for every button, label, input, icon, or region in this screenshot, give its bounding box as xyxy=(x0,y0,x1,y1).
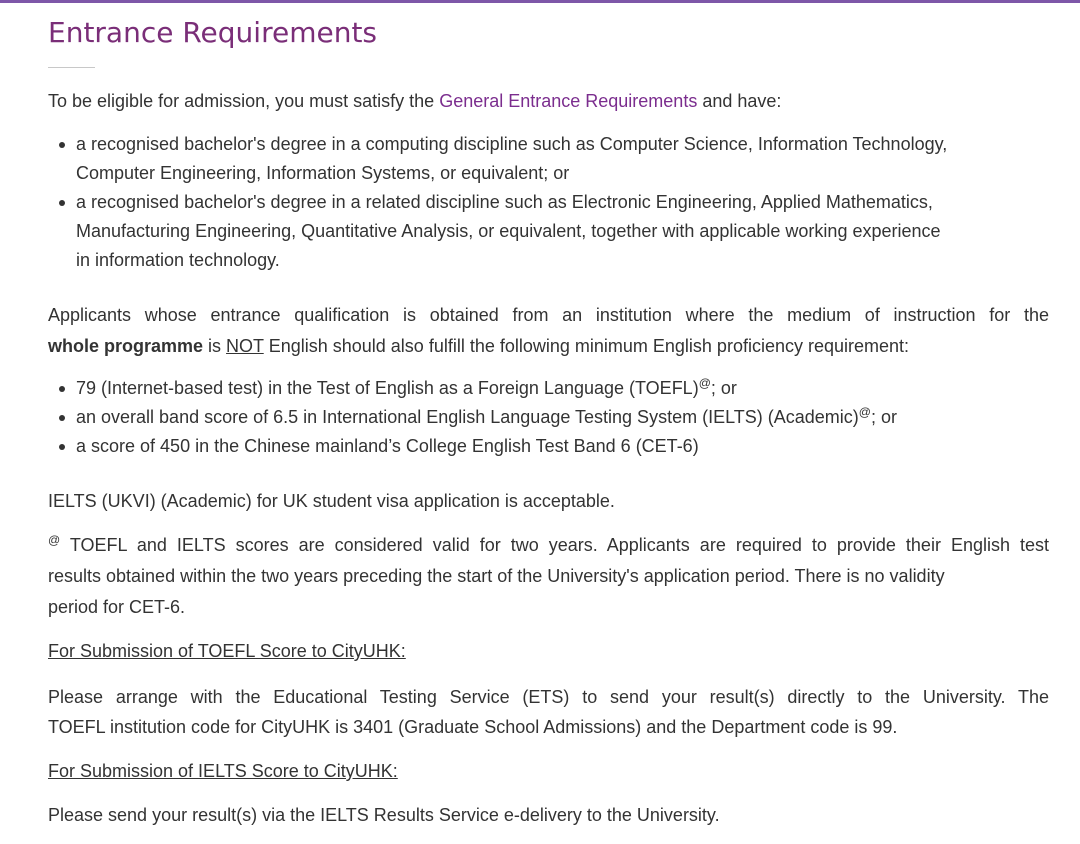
toefl-para-line-1: Please arrange with the Educational Testing Service (ETS) to send your result(s) directly to the University. The xyxy=(48,687,1049,707)
toefl-requirement-suffix: ; or xyxy=(710,378,737,398)
validity-line-1: TOEFL and IELTS scores are considered valid for two years. Applicants are required to provide their English test xyxy=(60,535,1049,555)
list-item xyxy=(48,374,1049,403)
validity-footnote-marker: @ xyxy=(48,533,61,547)
general-entrance-requirements-link[interactable]: General Entrance Requirements xyxy=(439,91,698,111)
ielts-footnote-marker: @ xyxy=(858,405,871,419)
toefl-submission-heading: For Submission of TOEFL Score to CityUHK: xyxy=(48,641,406,661)
intro-text-before: To be eligible for admission, you must satisfy the xyxy=(48,91,440,111)
list-item xyxy=(48,188,1049,275)
language-para-rest: English should also fulfill the following minimum English proficiency requirement: xyxy=(263,336,910,356)
language-para-line-1: Applicants whose entrance qualification is obtained from an institution where the medium of instruction for the xyxy=(48,305,1049,325)
title-divider xyxy=(48,67,95,68)
whole-programme-bold: whole programme xyxy=(48,336,204,356)
degree-item-2-line-1: a recognised bachelor's degree in a related discipline such as Electronic Engineering, Applied Mathematics, xyxy=(76,192,933,212)
toefl-para-line-2: TOEFL institution code for CityUHK is 3401 (Graduate School Admissions) and the Department code is 99. xyxy=(48,717,898,737)
degree-item-1-line-2: Computer Engineering, Information Systems, or equivalent; or xyxy=(76,163,570,183)
toefl-footnote-marker: @ xyxy=(698,376,711,390)
toefl-submission-paragraph xyxy=(48,682,1049,742)
ukvi-note: IELTS (UKVI) (Academic) for UK student visa application is acceptable. xyxy=(48,491,615,511)
degree-item-2-line-3: in information technology. xyxy=(76,250,280,270)
ielts-requirement-suffix: ; or xyxy=(870,407,897,427)
degree-item-1-line-1: a recognised bachelor's degree in a computing discipline such as Computer Science, Information Technology, xyxy=(76,134,948,154)
language-para-is: is xyxy=(203,336,227,356)
list-item xyxy=(48,403,1049,432)
list-item xyxy=(48,432,1049,461)
intro-text-after: and have: xyxy=(697,91,782,111)
validity-line-2: results obtained within the two years preceding the start of the University's application period. There is no validity xyxy=(48,566,945,586)
ielts-requirement: an overall band score of 6.5 in International English Language Testing System (IELTS) (Academic) xyxy=(76,407,859,427)
validity-line-3: period for CET-6. xyxy=(48,597,186,617)
page-title: Entrance Requirements xyxy=(48,16,378,49)
intro-paragraph xyxy=(48,87,1049,116)
top-accent-bar xyxy=(0,0,1080,3)
language-requirement-paragraph xyxy=(48,300,1049,362)
ielts-submission-heading: For Submission of IELTS Score to CityUHK: xyxy=(48,761,398,781)
list-item xyxy=(48,130,1049,188)
toefl-requirement: 79 (Internet-based test) in the Test of English as a Foreign Language (TOEFL) xyxy=(76,378,699,398)
degree-item-2-line-2: Manufacturing Engineering, Quantitative Analysis, or equivalent, together with applicable working experience xyxy=(76,221,941,241)
score-validity-note xyxy=(48,530,1049,623)
ielts-submission-paragraph: Please send your result(s) via the IELTS Results Service e-delivery to the University. xyxy=(48,805,720,825)
not-underlined: NOT xyxy=(226,336,264,356)
degree-requirements-list xyxy=(48,130,1049,275)
english-requirements-list xyxy=(48,374,1049,461)
cet6-requirement: a score of 450 in the Chinese mainland’s College English Test Band 6 (CET-6) xyxy=(76,436,699,456)
